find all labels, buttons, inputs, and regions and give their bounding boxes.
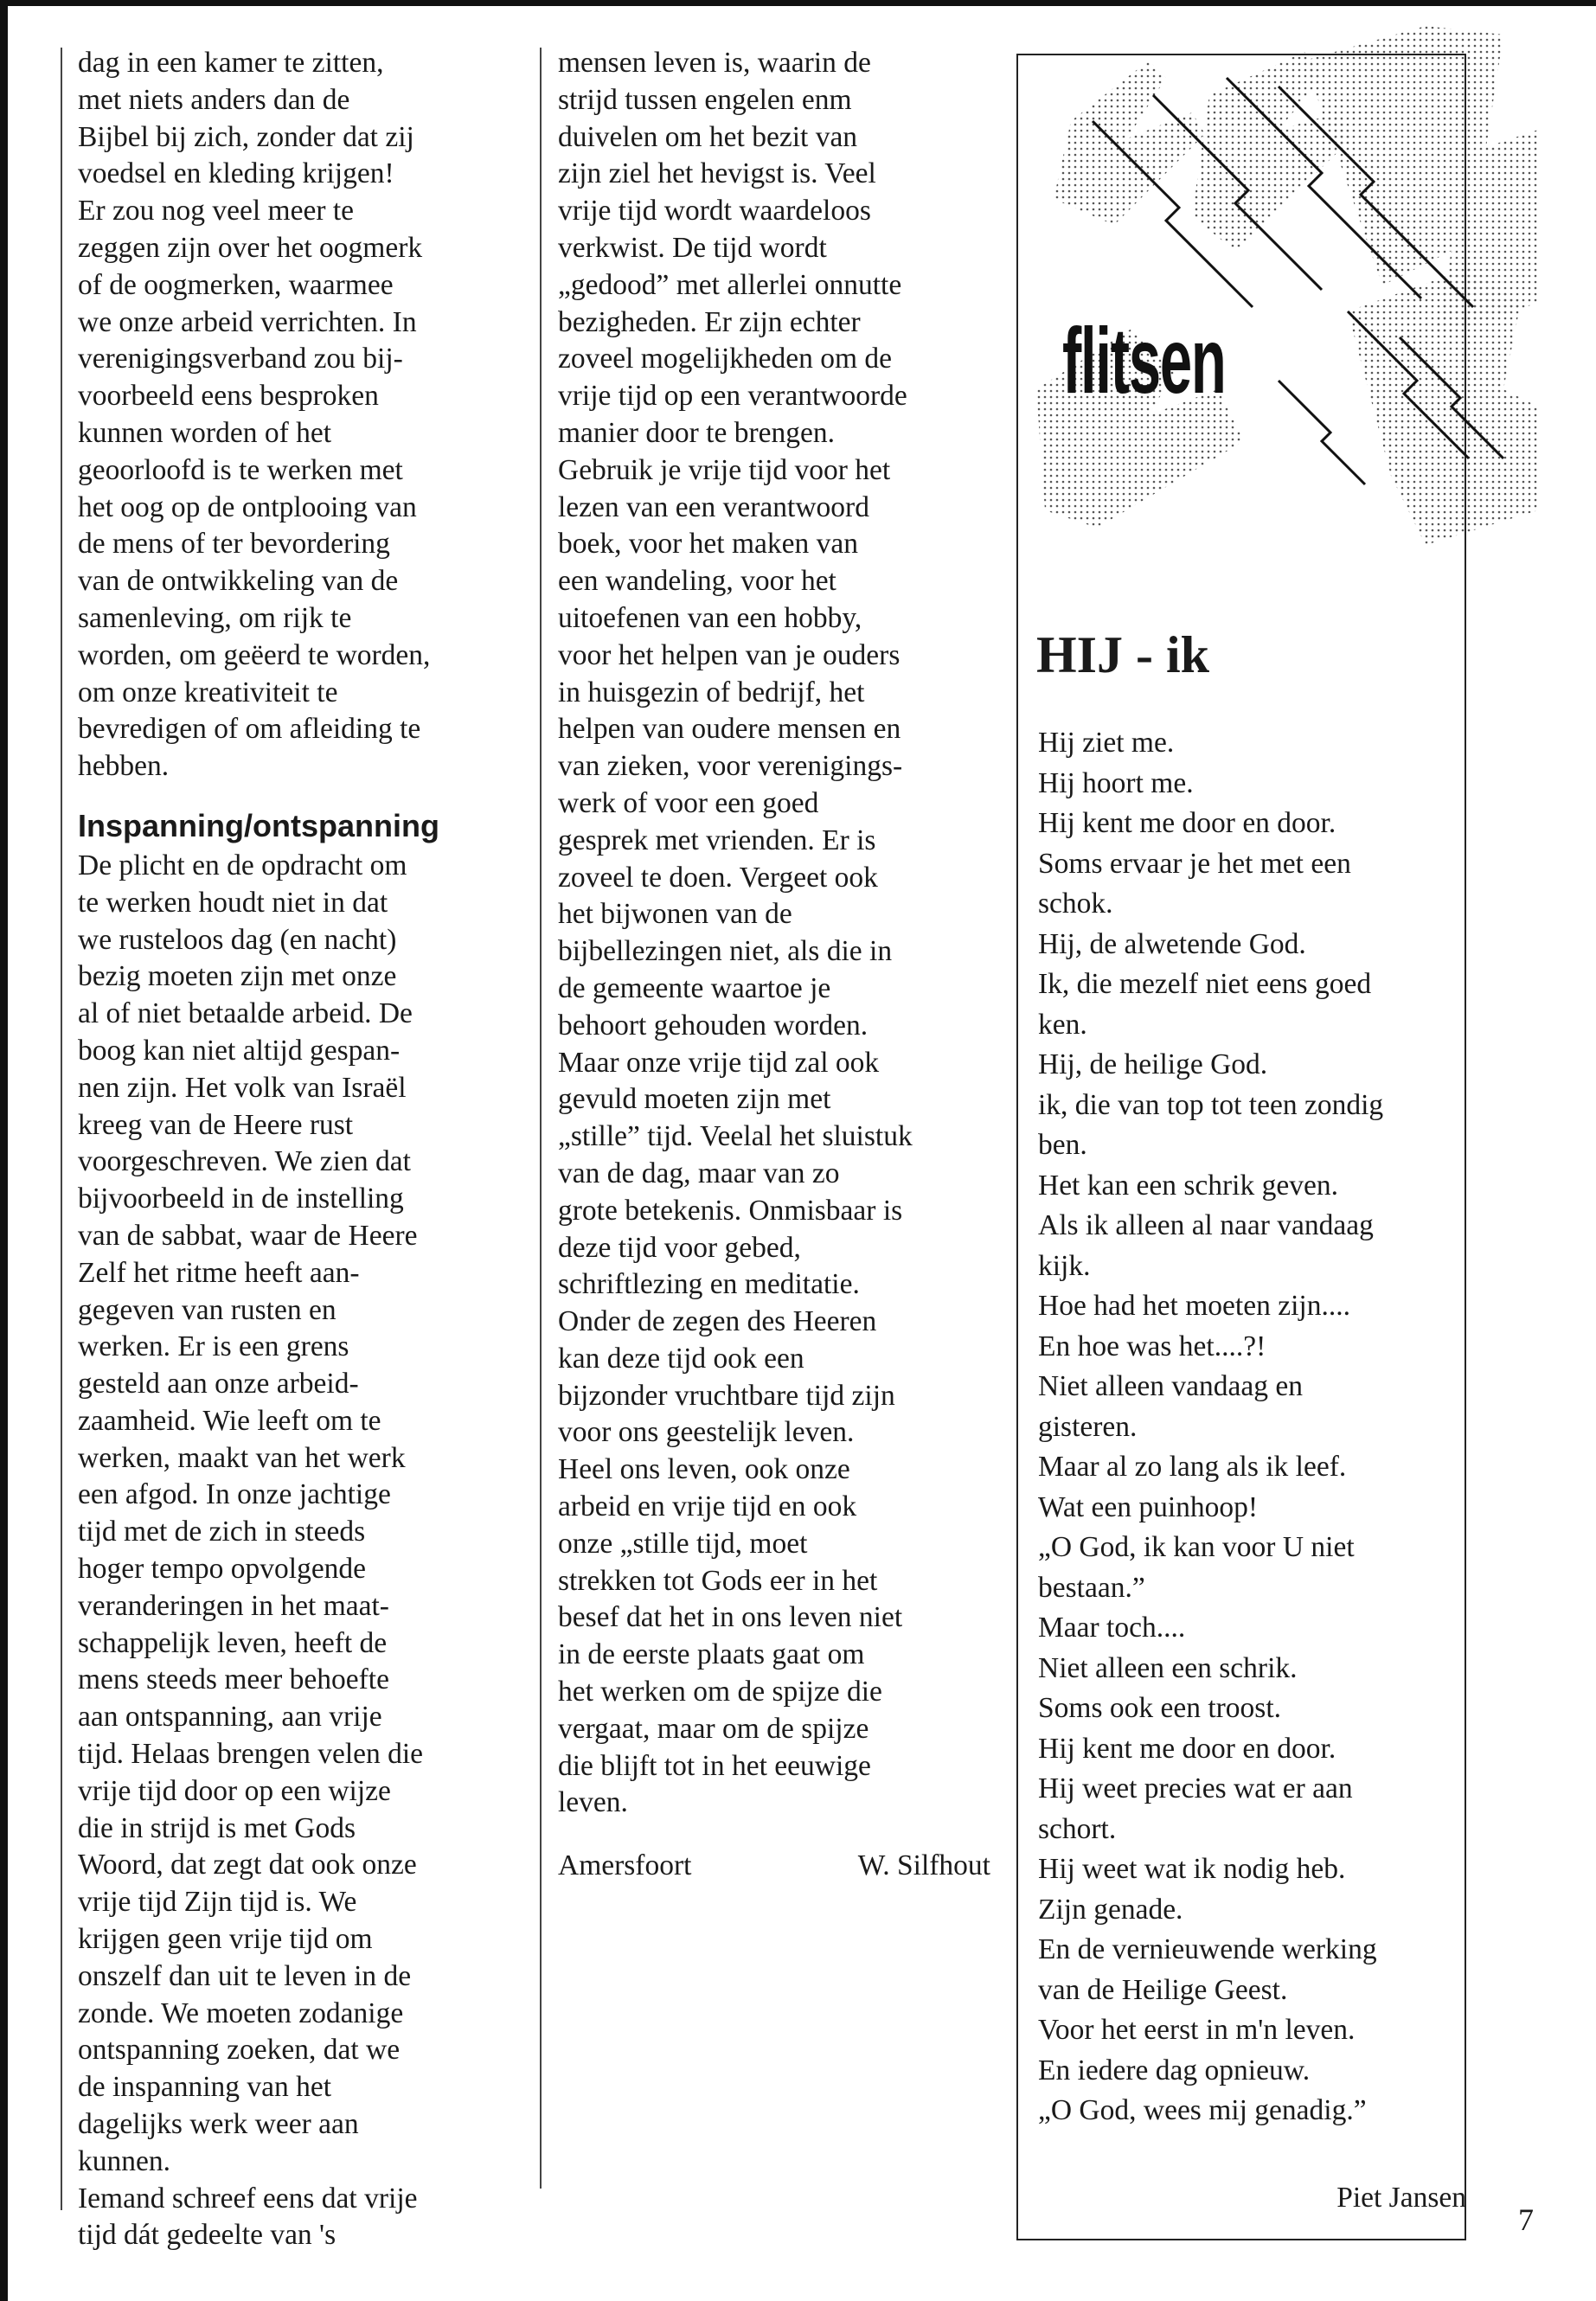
poem-line: Voor het eerst in m'n leven. (1038, 2014, 1356, 2046)
text-line: Heel ons leven, ook onze (558, 1453, 850, 1486)
page-number: 7 (1518, 2202, 1534, 2237)
text-line: leven. (558, 1786, 628, 1819)
text-line: het oog op de ontplooing van (78, 490, 417, 523)
text-line: bijvoorbeeld in de instelling (78, 1183, 404, 1215)
signature-place: Amersfoort (558, 1849, 692, 1882)
text-line: grote betekenis. Onmisbaar is (558, 1194, 903, 1227)
text-line: te werken houdt niet in dat (78, 886, 388, 919)
poem-line: Soms ook een troost. (1038, 1692, 1282, 1724)
poem-line: „O God, wees mij genadig.” (1038, 2094, 1367, 2126)
text-line: vrije tijd wordt waardeloos (558, 195, 871, 228)
top-border (0, 0, 1596, 6)
article-column-2 (558, 45, 1008, 1885)
text-line: arbeid en vrije tijd en ook (558, 1490, 857, 1523)
text-line: tijd. Helaas brengen velen die (78, 1738, 424, 1771)
text-line: strekken tot Gods eer in het (558, 1564, 878, 1597)
text-line: vrije tijd Zijn tijd is. We (78, 1886, 357, 1919)
text-line: voor het helpen van je ouders (558, 638, 901, 671)
text-line: zonde. We moeten zodanige (78, 1997, 404, 2029)
text-line: strijd tussen engelen enm (558, 83, 852, 116)
text-line: veranderingen in het maat- (78, 1589, 389, 1622)
text-line: werk of voor een goed (558, 786, 819, 819)
text-line: Bijbel bij zich, zonder dat zij (78, 120, 414, 153)
text-line: kunnen worden of het (78, 416, 332, 449)
poem (1038, 723, 1462, 2131)
text-line: van de dag, maar van zo (558, 1157, 840, 1189)
text-line: ontspanning zoeken, dat we (78, 2034, 401, 2067)
text-line: boek, voor het maken van (558, 528, 858, 561)
text-line: zaamheid. Wie leeft om te (78, 1404, 381, 1437)
poem-line: Hij hoort me. (1038, 766, 1194, 799)
text-line: kan deze tijd ook een (558, 1342, 804, 1375)
poem-line: van de Heilige Geest. (1038, 1973, 1288, 2006)
text-line: verenigingsverband zou bij- (78, 343, 403, 375)
poem-line: Zijn genade. (1038, 1893, 1183, 1926)
poem-line: Hij weet wat ik nodig heb. (1038, 1853, 1346, 1885)
text-line: we rusteloos dag (en nacht) (78, 923, 397, 956)
text-line: nen zijn. Het volk van Israël (78, 1071, 407, 1104)
poem-line: En iedere dag opnieuw. (1038, 2054, 1311, 2086)
text-line: het bijwonen van de (558, 898, 792, 931)
text-line: Onder de zegen des Heeren (558, 1305, 877, 1338)
text-line: schappelijk leven, heeft de (78, 1626, 388, 1659)
column1-paragraph-2 (78, 848, 519, 2254)
text-line: al of niet betaalde arbeid. De (78, 997, 413, 1030)
poem-line: Niet alleen vandaag en (1038, 1370, 1303, 1402)
text-line: Iemand schreef eens dat vrije (78, 2182, 418, 2214)
text-line: boog kan niet altijd gespan- (78, 1034, 401, 1067)
text-line: Er zou nog veel meer te (78, 195, 355, 228)
poem-line: ben. (1038, 1129, 1087, 1161)
text-line: „gedood” met allerlei onnutte (558, 268, 902, 301)
text-line: hebben. (78, 750, 170, 783)
flitsen-logo-word: flitsen (1062, 308, 1226, 413)
text-line: Zelf het ritme heeft aan- (78, 1256, 360, 1289)
text-line: Gebruik je vrije tijd voor het (558, 453, 891, 486)
text-line: werken. Er is een grens (78, 1330, 349, 1363)
text-line: van zieken, voor verenigings- (558, 750, 903, 783)
text-line: voor ons geestelijk leven. (558, 1416, 855, 1449)
text-line: om onze kreativiteit te (78, 676, 338, 708)
text-line: in huisgezin of bedrijf, het (558, 676, 865, 708)
text-line: Maar onze vrije tijd zal ook (558, 1046, 880, 1079)
text-line: hoger tempo opvolgende (78, 1553, 367, 1586)
text-line: zoveel te doen. Vergeet ook (558, 861, 878, 894)
text-line: gesteld aan onze arbeid- (78, 1368, 359, 1400)
poem-line: Hij, de alwetende God. (1038, 927, 1306, 960)
text-line: van de ontwikkeling van de (78, 565, 399, 598)
text-line: de gemeente waartoe je (558, 971, 831, 1004)
poem-line: Hij, de heilige God. (1038, 1048, 1268, 1080)
poem-line: Hoe had het moeten zijn.... (1038, 1290, 1350, 1322)
text-line: vergaat, maar om de spijze (558, 1712, 869, 1745)
poem-line: Hij ziet me. (1038, 727, 1175, 759)
poem-line: kijk. (1038, 1249, 1091, 1282)
flitsen-lightning-graphic (1019, 26, 1538, 545)
text-line: dag in een kamer te zitten, (78, 47, 384, 79)
text-line: bijzonder vruchtbare tijd zijn (558, 1379, 895, 1412)
poem-line: Als ik alleen al naar vandaag (1038, 1209, 1374, 1241)
text-line: Woord, dat zegt dat ook onze (78, 1849, 417, 1881)
text-line: tijd dát gedeelte van 's (78, 2219, 337, 2252)
poem-line: Ik, die mezelf niet eens goed (1038, 968, 1372, 1000)
poem-line: „O God, ik kan voor U niet (1038, 1531, 1355, 1563)
text-line: deze tijd voor gebed, (558, 1231, 801, 1264)
poem-line: Hij kent me door en door. (1038, 807, 1336, 839)
text-line: een afgod. In onze jachtige (78, 1478, 391, 1511)
column-rule-middle (540, 48, 542, 2189)
text-line: zijn ziel het hevigst is. Veel (558, 157, 876, 190)
text-line: tijd met de zich in steeds (78, 1516, 366, 1548)
text-line: geoorloofd is te werken met (78, 453, 403, 486)
section-subheading: Inspanning/ontspanning (78, 807, 439, 843)
poem-author: Piet Jansen (1336, 2182, 1466, 2214)
text-line: voorbeeld eens besproken (78, 380, 379, 413)
text-line: gevuld moeten zijn met (558, 1083, 831, 1116)
text-line: uitoefenen van een hobby, (558, 601, 862, 634)
text-line: de inspanning van het (78, 2071, 332, 2104)
poem-line: Maar toch.... (1038, 1612, 1186, 1644)
text-line: van de sabbat, waar de Heere (78, 1219, 418, 1252)
text-line: samenleving, om rijk te (78, 601, 352, 634)
text-line: manier door te brengen. (558, 416, 835, 449)
poem-line: bestaan.” (1038, 1571, 1145, 1604)
text-line: mensen leven is, waarin de (558, 47, 871, 79)
signature-author: W. Silfhout (857, 1849, 990, 1882)
text-line: kreeg van de Heere rust (78, 1108, 354, 1141)
text-line: De plicht en de opdracht om (78, 849, 407, 881)
text-line: werken, maakt van het werk (78, 1441, 406, 1474)
text-line: bijbellezingen niet, als die in (558, 935, 893, 968)
column1-paragraph-1 (78, 45, 519, 785)
text-line: zoveel mogelijkheden om de (558, 343, 893, 375)
text-line: schriftlezing en meditatie. (558, 1268, 860, 1301)
poem-line: Hij weet precies wat er aan (1038, 1772, 1353, 1804)
text-line: de mens of ter bevordering (78, 528, 390, 561)
text-line: gesprek met vrienden. Er is (558, 824, 876, 856)
poem-line: Maar al zo lang als ik leef. (1038, 1451, 1347, 1483)
text-line: vrije tijd door op een wijze (78, 1774, 391, 1807)
poem-line: schort. (1038, 1812, 1117, 1845)
poem-line: ik, die van top tot teen zondig (1038, 1088, 1384, 1121)
column-rule-left (61, 48, 62, 2210)
text-line: gegeven van rusten en (78, 1293, 337, 1326)
text-line: die blijft tot in het eeuwige (558, 1749, 871, 1782)
article-column-1 (78, 45, 519, 2254)
text-line: onze „stille tijd, moet (558, 1527, 808, 1560)
poem-line: En de vernieuwende werking (1038, 1933, 1377, 1965)
poem-line: En hoe was het....?! (1038, 1330, 1266, 1362)
text-line: bevredigen of om afleiding te (78, 713, 421, 746)
text-line: in de eerste plaats gaat om (558, 1638, 865, 1671)
left-border (0, 0, 8, 2301)
text-line: worden, om geëerd te worden, (78, 638, 431, 671)
text-line: vrije tijd op een verantwoorde (558, 380, 907, 413)
text-line: of de oogmerken, waarmee (78, 268, 394, 301)
text-line: lezen van een verantwoord (558, 490, 869, 523)
text-line: besef dat het in ons leven niet (558, 1601, 903, 1634)
text-line: verkwist. De tijd wordt (558, 231, 827, 264)
text-line: onszelf dan uit te leven in de (78, 1959, 412, 1992)
poem-line: ken. (1038, 1008, 1087, 1041)
text-line: die in strijd is met Gods (78, 1811, 356, 1844)
text-line: een wandeling, voor het (558, 565, 836, 598)
column2-paragraph (558, 45, 1008, 1822)
text-line: aan ontspanning, aan vrije (78, 1701, 382, 1734)
poem-line: Niet alleen een schrik. (1038, 1651, 1298, 1684)
text-line: krijgen geen vrije tijd om (78, 1923, 373, 1956)
poem-line: gisteren. (1038, 1410, 1138, 1443)
text-line: mens steeds meer behoefte (78, 1663, 389, 1696)
text-line: we onze arbeid verrichten. In (78, 305, 417, 338)
text-line: „stille” tijd. Veelal het sluistuk (558, 1120, 913, 1153)
poem-line: Hij kent me door en door. (1038, 1732, 1336, 1765)
text-line: bezig moeten zijn met onze (78, 960, 397, 993)
poem-line: Het kan een schrik geven. (1038, 1169, 1338, 1202)
text-line: duivelen om het bezit van (558, 120, 858, 153)
text-line: bezigheden. Er zijn echter (558, 305, 861, 338)
text-line: voorgeschreven. We zien dat (78, 1145, 411, 1178)
text-line: voedsel en kleding krijgen! (78, 157, 394, 190)
poem-title: HIJ - ik (1036, 626, 1210, 683)
poem-line: schok. (1038, 888, 1113, 920)
text-line: behoort gehouden worden. (558, 1009, 869, 1042)
text-line: het werken om de spijze die (558, 1676, 882, 1708)
text-line: zeggen zijn over het oogmerk (78, 231, 423, 264)
text-line: helpen van oudere mensen en (558, 713, 901, 746)
article-signature (558, 1848, 990, 1885)
text-line: kunnen. (78, 2144, 170, 2177)
poem-line: Wat een puinhoop! (1038, 1490, 1259, 1523)
poem-line: Soms ervaar je het met een (1038, 847, 1351, 880)
text-line: met niets anders dan de (78, 83, 350, 116)
text-line: dagelijks werk weer aan (78, 2108, 359, 2141)
